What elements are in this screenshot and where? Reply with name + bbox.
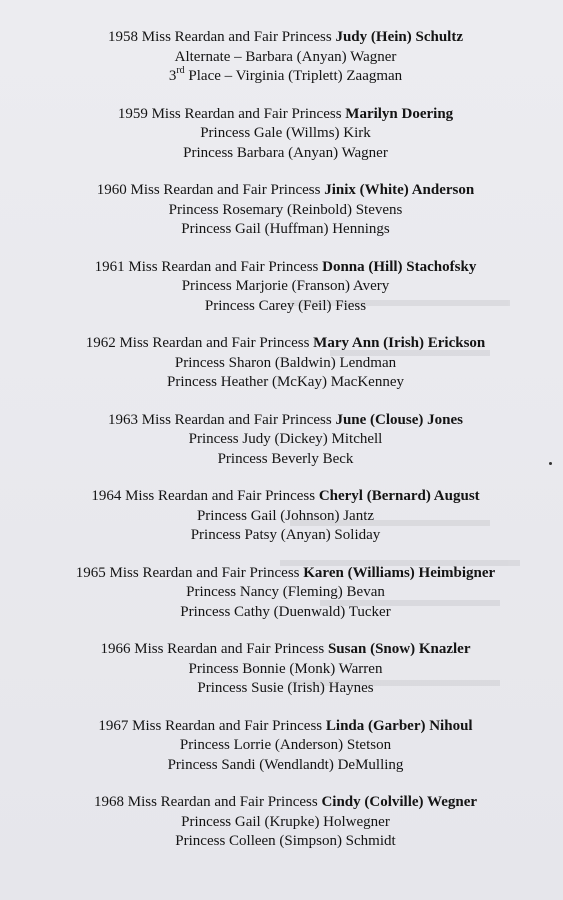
- paper-speck: [549, 462, 552, 465]
- entry-court-member: [8, 354, 563, 374]
- entry-court-member: [8, 736, 563, 756]
- entry-title: Miss Reardan and Fair Princess: [132, 717, 323, 734]
- entry-winner: June (Clouse) Jones: [335, 411, 463, 428]
- entry-heading: [8, 334, 563, 354]
- entry-court-member: [8, 832, 563, 852]
- court-member-text: Princess Marjorie (Franson) Avery: [181, 278, 390, 294]
- pageant-entry-1961: [0, 258, 563, 317]
- court-member-text: Princess Nancy (Fleming) Bevan: [186, 584, 385, 600]
- entry-winner: Linda (Garber) Nihoul: [325, 717, 473, 734]
- entry-heading: [8, 487, 563, 507]
- pageant-entry-1960: [0, 181, 563, 240]
- entry-year: 1958: [108, 29, 138, 45]
- court-member-text: Princess Barbara (Anyan) Wagner: [183, 144, 388, 161]
- entry-heading: [8, 181, 563, 201]
- entry-court-member: [8, 450, 563, 470]
- entry-court-member: [8, 277, 563, 297]
- court-member-text: Princess Susie (Irish) Haynes: [197, 680, 374, 696]
- court-member-text: Princess Rosemary (Reinbold) Stevens: [168, 201, 403, 218]
- entry-winner: Jinix (White) Anderson: [324, 182, 475, 198]
- pageant-entry-1958: [0, 28, 563, 87]
- entry-winner: Cheryl (Bernard) August: [318, 488, 480, 504]
- court-member-text: Princess Colleen (Simpson) Schmidt: [175, 833, 396, 849]
- entry-title: Miss Reardan and Fair Princess: [109, 564, 300, 581]
- court-member-text: Princess Gale (Willms) Kirk: [200, 125, 371, 141]
- entry-title: Miss Reardan and Fair Princess: [119, 335, 310, 351]
- pageant-entry-1966: [0, 640, 563, 699]
- court-member-text: Princess Gail (Krupke) Holwegner: [181, 813, 390, 830]
- pageant-entry-1964: [0, 487, 563, 546]
- entry-winner: Judy (Hein) Schultz: [335, 29, 463, 45]
- entry-title: Miss Reardan and Fair Princess: [141, 29, 332, 45]
- entry-court-member: [8, 201, 563, 221]
- pageant-entry-1967: [0, 717, 563, 776]
- entry-heading: [8, 28, 563, 48]
- entry-heading: [8, 258, 563, 278]
- court-member-text: Princess Carey (Feil) Fiess: [204, 297, 367, 314]
- entry-heading: [8, 105, 563, 125]
- entry-court-member: [8, 48, 563, 68]
- entry-year: 1968: [93, 794, 124, 810]
- court-member-text: Princess Gail (Johnson) Jantz: [196, 507, 375, 524]
- entry-court-member: [8, 144, 563, 164]
- entry-title: Miss Reardan and Fair Princess: [125, 488, 316, 504]
- entry-court-member: [8, 67, 563, 87]
- entry-year: 1961: [94, 258, 125, 275]
- court-member-text: Princess Sandi (Wendlandt) DeMulling: [167, 756, 404, 773]
- entry-winner: Karen (Williams) Heimbigner: [303, 564, 496, 581]
- pageant-entry-1965: [0, 564, 563, 623]
- entry-year: 1960: [96, 182, 127, 198]
- court-member-text: Princess Cathy (Duenwald) Tucker: [180, 603, 391, 620]
- entry-year: 1967: [98, 717, 129, 734]
- entry-heading: [8, 793, 563, 813]
- entry-winner: Marilyn Doering: [345, 105, 454, 122]
- entry-year: 1966: [100, 641, 131, 657]
- ordinal-suffix: rd: [176, 65, 185, 76]
- entry-heading: [8, 411, 563, 431]
- entry-title: Miss Reardan and Fair Princess: [127, 794, 318, 810]
- entry-year: 1963: [108, 411, 138, 428]
- entry-court-member: [8, 660, 563, 680]
- court-member-text: Princess Patsy (Anyan) Soliday: [190, 527, 381, 543]
- entry-heading: [8, 564, 563, 584]
- entry-court-member: [8, 220, 563, 240]
- entry-court-member: [8, 583, 563, 603]
- court-member-text: Place – Virginia (Triplett) Zaagman: [184, 68, 403, 84]
- entry-court-member: [8, 297, 563, 317]
- entry-court-member: [8, 430, 563, 450]
- entry-court-member: [8, 507, 563, 527]
- court-member-text: Princess Judy (Dickey) Mitchell: [188, 431, 383, 447]
- entry-court-member: [8, 603, 563, 623]
- entry-year: 1964: [91, 488, 122, 504]
- entry-title: Miss Reardan and Fair Princess: [134, 641, 325, 657]
- court-member-text: Princess Heather (McKay) MacKenney: [167, 374, 404, 390]
- pageant-list: [0, 28, 563, 870]
- entry-winner: Susan (Snow) Knazler: [327, 641, 471, 657]
- entry-title: Miss Reardan and Fair Princess: [130, 182, 321, 198]
- pageant-entry-1963: [0, 411, 563, 470]
- court-member-text: Princess Bonnie (Monk) Warren: [188, 660, 383, 677]
- court-member-text: Princess Lorrie (Anderson) Stetson: [179, 737, 392, 753]
- court-member-text: Alternate – Barbara (Anyan) Wagner: [174, 48, 397, 65]
- court-member-text: Princess Gail (Huffman) Hennings: [181, 221, 390, 237]
- entry-title: Miss Reardan and Fair Princess: [151, 105, 342, 122]
- place-number: 3: [168, 68, 177, 84]
- court-member-text: Princess Sharon (Baldwin) Lendman: [174, 354, 397, 371]
- entry-court-member: [8, 373, 563, 393]
- pageant-entry-1959: [0, 105, 563, 164]
- entry-winner: Cindy (Colville) Wegner: [321, 794, 478, 810]
- entry-winner: Donna (Hill) Stachofsky: [322, 258, 477, 275]
- entry-title: Miss Reardan and Fair Princess: [141, 411, 332, 428]
- entry-court-member: [8, 679, 563, 699]
- entry-heading: [8, 640, 563, 660]
- pageant-entry-1962: [0, 334, 563, 393]
- entry-court-member: [8, 526, 563, 546]
- pageant-entry-1968: [0, 793, 563, 852]
- entry-title: Miss Reardan and Fair Princess: [128, 258, 319, 275]
- entry-year: 1962: [85, 335, 116, 351]
- court-member-text: Princess Beverly Beck: [217, 450, 354, 467]
- entry-year: 1959: [117, 105, 148, 122]
- entry-winner: Mary Ann (Irish) Erickson: [313, 335, 486, 351]
- entry-year: 1965: [75, 564, 106, 581]
- entry-heading: [8, 717, 563, 737]
- entry-court-member: [8, 813, 563, 833]
- entry-court-member: [8, 124, 563, 144]
- entry-court-member: [8, 756, 563, 776]
